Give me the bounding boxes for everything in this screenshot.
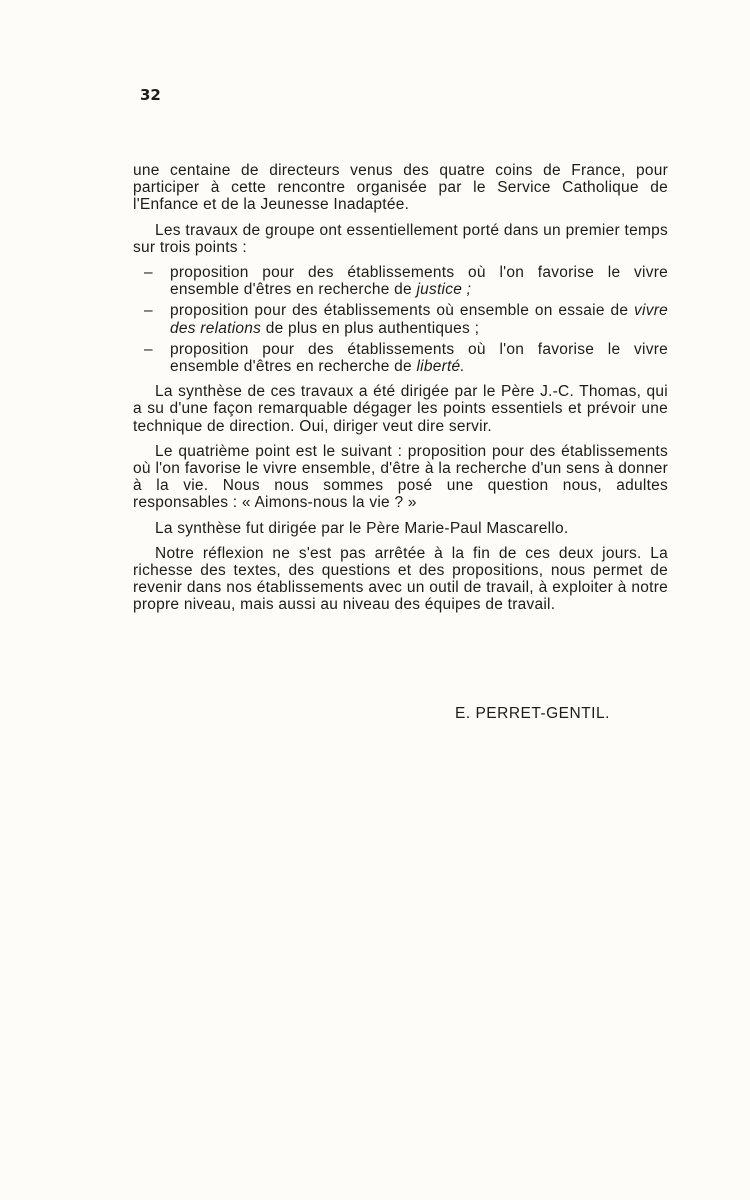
list-item-text: proposition pour des établissements où l'on favorise le vivre ensemble d'êtres en recherche de (170, 340, 668, 376)
list-item-text: proposition pour des établissements où l'on favorise le vivre ensemble d'êtres en recherche de (170, 264, 668, 299)
signature: E. PERRET-GENTIL. (455, 705, 610, 722)
paragraph-fourth-point: Le quatrième point est le suivant : proposition pour des établissements où l'on favorise le vivre ensemble, d'être à la recherche d'un sens à donner à la vie. Nous nous sommes posé une question nous, adultes responsables : « Aimons-nous la vie ? » (133, 442, 668, 512)
paragraph-continuation: une centaine de directeurs venus des quatre coins de France, pour participer à cette rencontre organisée par le Service Catholique de l'Enfance et de la Jeunesse Inadaptée. (133, 162, 668, 214)
list-item-emphasis: vivre des relations (170, 302, 668, 337)
list-item (133, 302, 668, 336)
list-item-text: de plus en plus authentiques ; (261, 319, 480, 337)
page-number: 32 (140, 86, 161, 104)
list-item-text: proposition pour des établissements où ensemble on essaie de (170, 302, 635, 320)
paragraph-synthesis-mascarello: La synthèse fut dirigée par le Père Marie-Paul Mascarello. (155, 519, 569, 537)
list-item (133, 341, 668, 375)
text-column (133, 162, 668, 622)
list-dash: – (144, 302, 153, 320)
list-item-emphasis: justice ; (416, 281, 472, 299)
paragraph-group-work: Les travaux de groupe ont essentiellement porté dans un premier temps sur trois points : (133, 221, 668, 256)
proposition-list (133, 264, 668, 375)
list-item-emphasis: liberté. (416, 358, 465, 376)
list-dash: – (144, 340, 153, 358)
paragraph-reflection: Notre réflexion ne s'est pas arrêtée à la fin de ces deux jours. La richesse des textes, des questions et des propositions, nous permet de revenir dans nos établissements avec un outil de travail, à exploiter à notre propre niveau, mais aussi au niveau des équipes de travail. (133, 544, 668, 614)
list-dash: – (144, 264, 153, 282)
list-item (133, 264, 668, 298)
paragraph-synthesis-thomas: La synthèse de ces travaux a été dirigée par le Père J.-C. Thomas, qui a su d'une façon remarquable dégager les points essentiels et prévoir une technique de direction. Oui, diriger veut dire servir. (133, 383, 668, 435)
